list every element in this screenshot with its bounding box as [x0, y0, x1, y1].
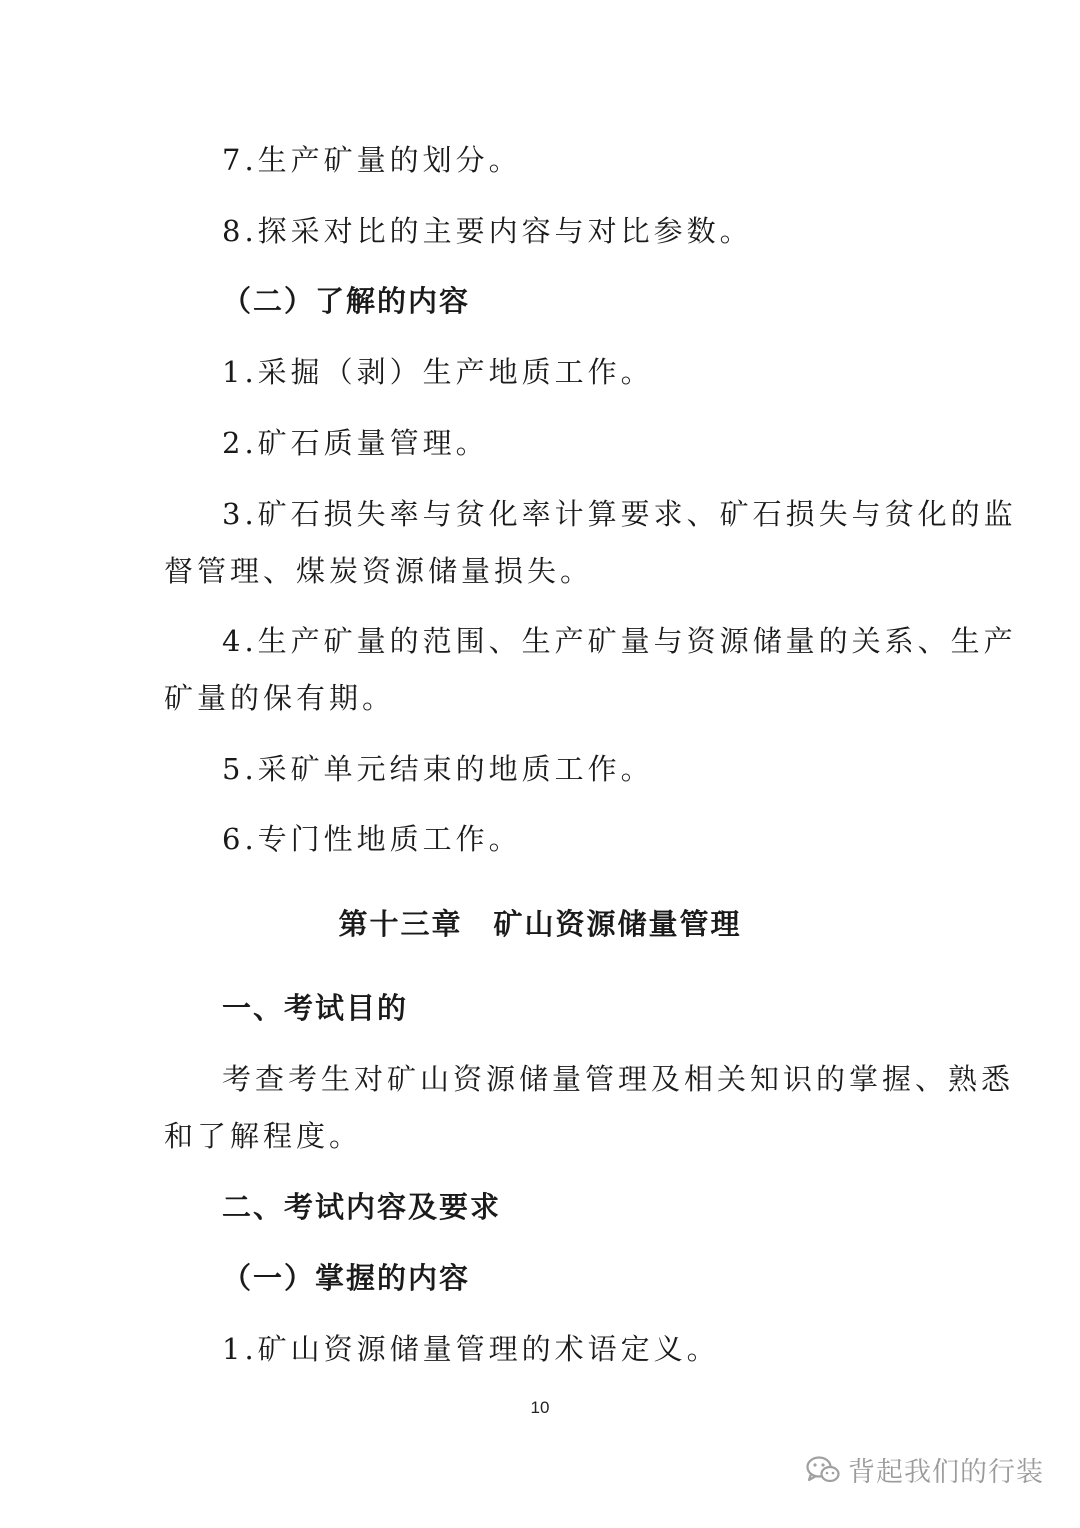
watermark-text: 背起我们的行装 — [848, 1457, 1044, 1488]
wechat-icon — [806, 1455, 840, 1485]
list-item: 8.探采对比的主要内容与对比参数。 — [222, 214, 753, 248]
section-heading: 一、考试目的 — [222, 991, 409, 1025]
list-item: 7.生产矿量的划分。 — [222, 143, 522, 177]
section-heading: （一）掌握的内容 — [222, 1261, 471, 1295]
list-item: 6.专门性地质工作。 — [222, 822, 522, 856]
list-item: 1.矿山资源储量管理的术语定义。 — [222, 1332, 720, 1366]
page-number: 10 — [530, 1398, 550, 1417]
list-item: 4.生产矿量的范围、生产矿量与资源储量的关系、生产 — [222, 624, 1017, 658]
list-item: 1.采掘（剥）生产地质工作。 — [222, 355, 654, 389]
list-item: 2.矿石质量管理。 — [222, 426, 489, 460]
list-item-continuation: 矿量的保有期。 — [164, 681, 396, 715]
paragraph: 考查考生对矿山资源储量管理及相关知识的掌握、熟悉 — [222, 1062, 1015, 1096]
section-heading: 二、考试内容及要求 — [222, 1190, 502, 1224]
chapter-title: 第十三章 矿山资源储量管理 — [338, 907, 742, 941]
list-item: 5.采矿单元结束的地质工作。 — [222, 752, 654, 786]
section-heading: （二）了解的内容 — [222, 284, 471, 318]
list-item: 3.矿石损失率与贫化率计算要求、矿石损失与贫化的监 — [222, 497, 1017, 531]
paragraph-continuation: 和了解程度。 — [164, 1119, 363, 1153]
list-item-continuation: 督管理、煤炭资源储量损失。 — [164, 554, 594, 588]
watermark — [806, 1450, 1044, 1489]
